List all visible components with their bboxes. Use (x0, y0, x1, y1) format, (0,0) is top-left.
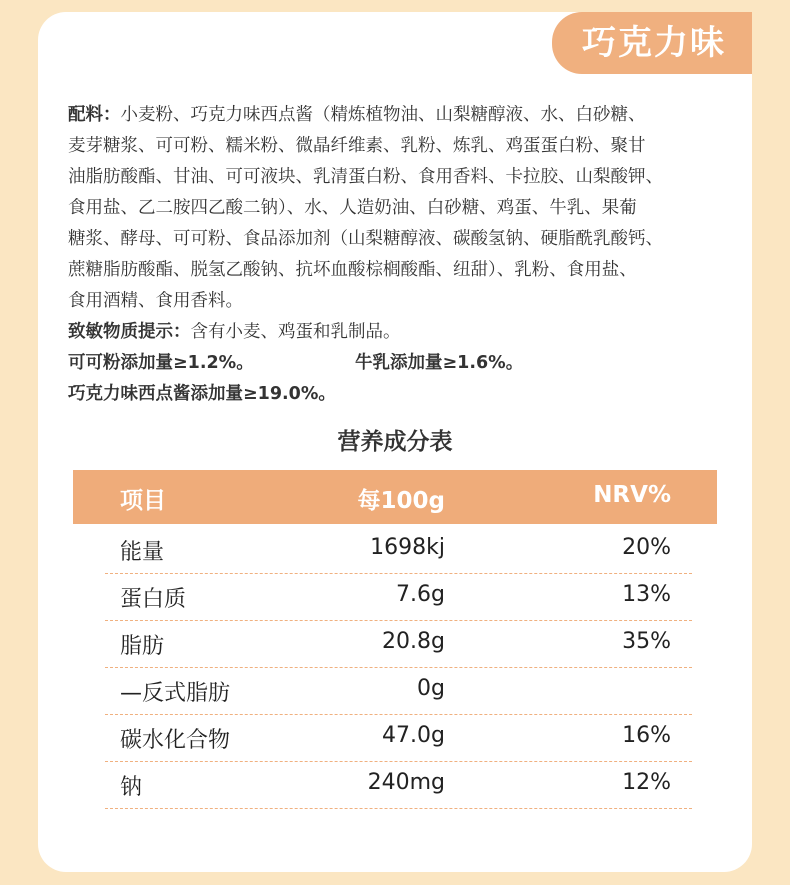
cocoa-added: 可可粉添加量≥1.2%。 (68, 353, 254, 373)
row-divider (105, 808, 692, 809)
nutrition-table-body (0, 527, 790, 809)
milk-added: 牛乳添加量≥1.6%。 (355, 353, 524, 373)
ingredients-label: 配料： (68, 105, 121, 125)
row-item: 钠 (120, 775, 143, 800)
ingredients-line: 麦芽糖浆、可可粉、糯米粉、微晶纤维素、乳粉、炼乳、鸡蛋蛋白粉、聚甘 (68, 136, 646, 156)
nutrition-table-header (73, 470, 717, 524)
row-nrv: 12% (622, 770, 671, 795)
table-row (0, 621, 790, 668)
ingredients-line: 油脂肪酸酯、甘油、可可液块、乳清蛋白粉、食用香料、卡拉胶、山梨酸钾、 (68, 167, 663, 187)
table-row (0, 527, 790, 574)
header-nrv: NRV% (593, 482, 671, 508)
row-item: 碳水化合物 (120, 728, 231, 753)
sauce-added: 巧克力味西点酱添加量≥19.0%。 (68, 384, 336, 404)
row-per100g: 1698kj (370, 535, 445, 560)
row-per100g: 20.8g (382, 629, 445, 654)
allergen-label: 致敏物质提示： (68, 322, 191, 342)
row-per100g: 7.6g (396, 582, 445, 607)
ingredients-line: 小麦粉、巧克力味西点酱（精炼植物油、山梨糖醇液、水、白砂糖、 (120, 105, 646, 125)
flavor-tag: 巧克力味 (552, 12, 752, 74)
row-item: —反式脂肪 (120, 681, 231, 706)
row-per100g: 0g (417, 676, 445, 701)
row-per100g: 47.0g (382, 723, 445, 748)
row-nrv: 20% (622, 535, 671, 560)
row-nrv: 35% (622, 629, 671, 654)
table-row (0, 762, 790, 809)
table-row (0, 715, 790, 762)
ingredients-line: 蔗糖脂肪酸酯、脱氢乙酸钠、抗坏血酸棕榈酸酯、纽甜）、乳粉、食用盐、 (68, 260, 637, 280)
allergen-text: 含有小麦、鸡蛋和乳制品。 (190, 322, 401, 342)
ingredients-block (68, 100, 748, 410)
table-row (0, 574, 790, 621)
ingredients-line: 糖浆、酵母、可可粉、食品添加剂（山梨糖醇液、碳酸氢钠、硬脂酰乳酸钙、 (68, 229, 663, 249)
ingredients-line: 食用盐、乙二胺四乙酸二钠）、水、人造奶油、白砂糖、鸡蛋、牛乳、果葡 (68, 198, 637, 218)
row-item: 能量 (120, 540, 165, 565)
row-per100g: 240mg (367, 770, 445, 795)
row-item: 脂肪 (120, 634, 165, 659)
table-row (0, 668, 790, 715)
header-item: 项目 (120, 488, 166, 514)
ingredients-line: 食用酒精、食用香料。 (68, 291, 243, 311)
header-per100g: 每100g (357, 488, 445, 514)
row-nrv: 13% (622, 582, 671, 607)
row-nrv: 16% (622, 723, 671, 748)
row-item: 蛋白质 (120, 587, 187, 612)
nutrition-table-title: 营养成分表 (337, 429, 453, 455)
